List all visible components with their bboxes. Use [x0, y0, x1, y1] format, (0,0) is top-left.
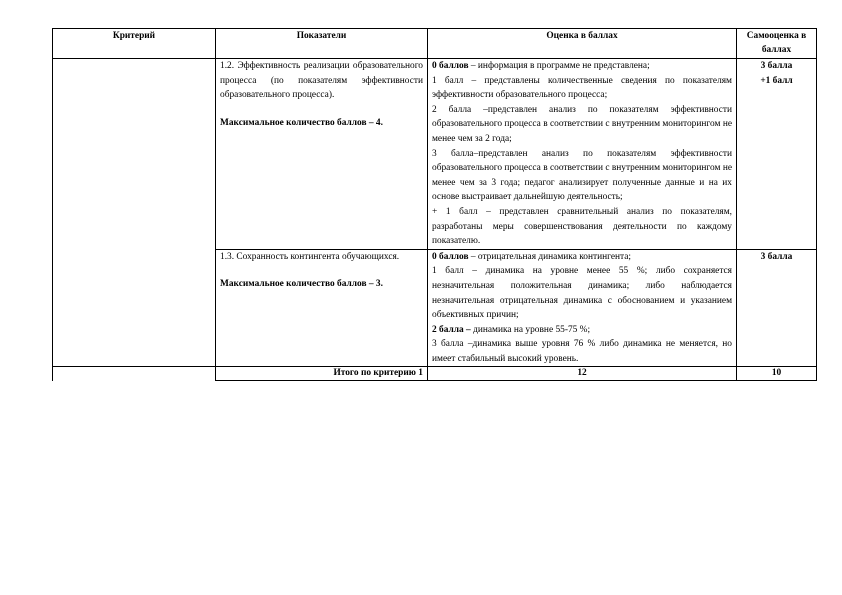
self-score-cell — [737, 59, 817, 250]
indicator-text: 1.2. Эффективность реализации образовательного процесса (по показателям эффективности образовательного процесса). — [220, 61, 423, 101]
table-header-row — [53, 29, 817, 59]
self-score-cell — [737, 249, 817, 367]
total-score: 12 — [428, 367, 737, 381]
indicator-text: 1.3. Сохранность контингента обучающихся. — [220, 251, 400, 262]
self-score-line: +1 балл — [760, 75, 793, 86]
score-line: 3 балла –динамика выше уровня 76 % либо динамика не меняется, но имеет стабильный высокий уровень. — [432, 339, 732, 364]
score-line: 1 балл – динамика на уровне менее 55 %; либо сохраняется незначительная положительная динамика; либо наблюдается незначительная отрицательная динамика с обоснованием и указанием объективных причин; — [432, 266, 732, 321]
total-criterion-blank — [53, 367, 216, 381]
indicator-cell — [216, 249, 428, 367]
self-score-line: 3 балла — [760, 61, 793, 71]
total-self-score: 10 — [737, 367, 817, 381]
header-criterion: Критерий — [53, 29, 216, 59]
indicator-cell — [216, 59, 428, 250]
score-line: 2 балла –представлен анализ по показателям эффективности образовательного процесса в соответствии с внутренним мониторингом не менее чем за 2 года; — [432, 104, 732, 144]
table-row — [53, 59, 817, 250]
score-line: 0 баллов – информация в программе не представлена; — [432, 61, 650, 71]
max-points-text: Максимальное количество баллов – 3. — [220, 279, 383, 290]
score-cell — [428, 249, 737, 367]
header-self-score: Самооценка в баллах — [737, 29, 817, 59]
score-line: 3 балла–представлен анализ по показателям эффективности образовательного процесса в соответствии с внутренним мониторингом не менее чем за 3 года; педагог анализирует полученные данные и на их основе выстраивает дальнейшую деятельность; — [432, 148, 732, 203]
score-line: 2 балла – динамика на уровне 55-75 %; — [432, 324, 591, 335]
score-cell — [428, 59, 737, 250]
header-score: Оценка в баллах — [428, 29, 737, 59]
score-line: + 1 балл – представлен сравнительный анализ по показателям, разработаны меры совершенствования деятельности по каждому показателю. — [432, 206, 732, 247]
total-row — [53, 367, 817, 381]
self-score-line: 3 балла — [760, 251, 793, 262]
score-line: 0 баллов – отрицательная динамика контингента; — [432, 251, 631, 262]
criteria-table — [52, 28, 817, 381]
header-indicators: Показатели — [216, 29, 428, 59]
max-points-text: Максимальное количество баллов – 4. — [220, 117, 383, 128]
criterion-cell — [53, 59, 216, 367]
total-label: Итого по критерию 1 — [216, 367, 428, 381]
score-line: 1 балл – представлены количественные сведения по показателям эффективности образовательного процесса; — [432, 75, 732, 101]
